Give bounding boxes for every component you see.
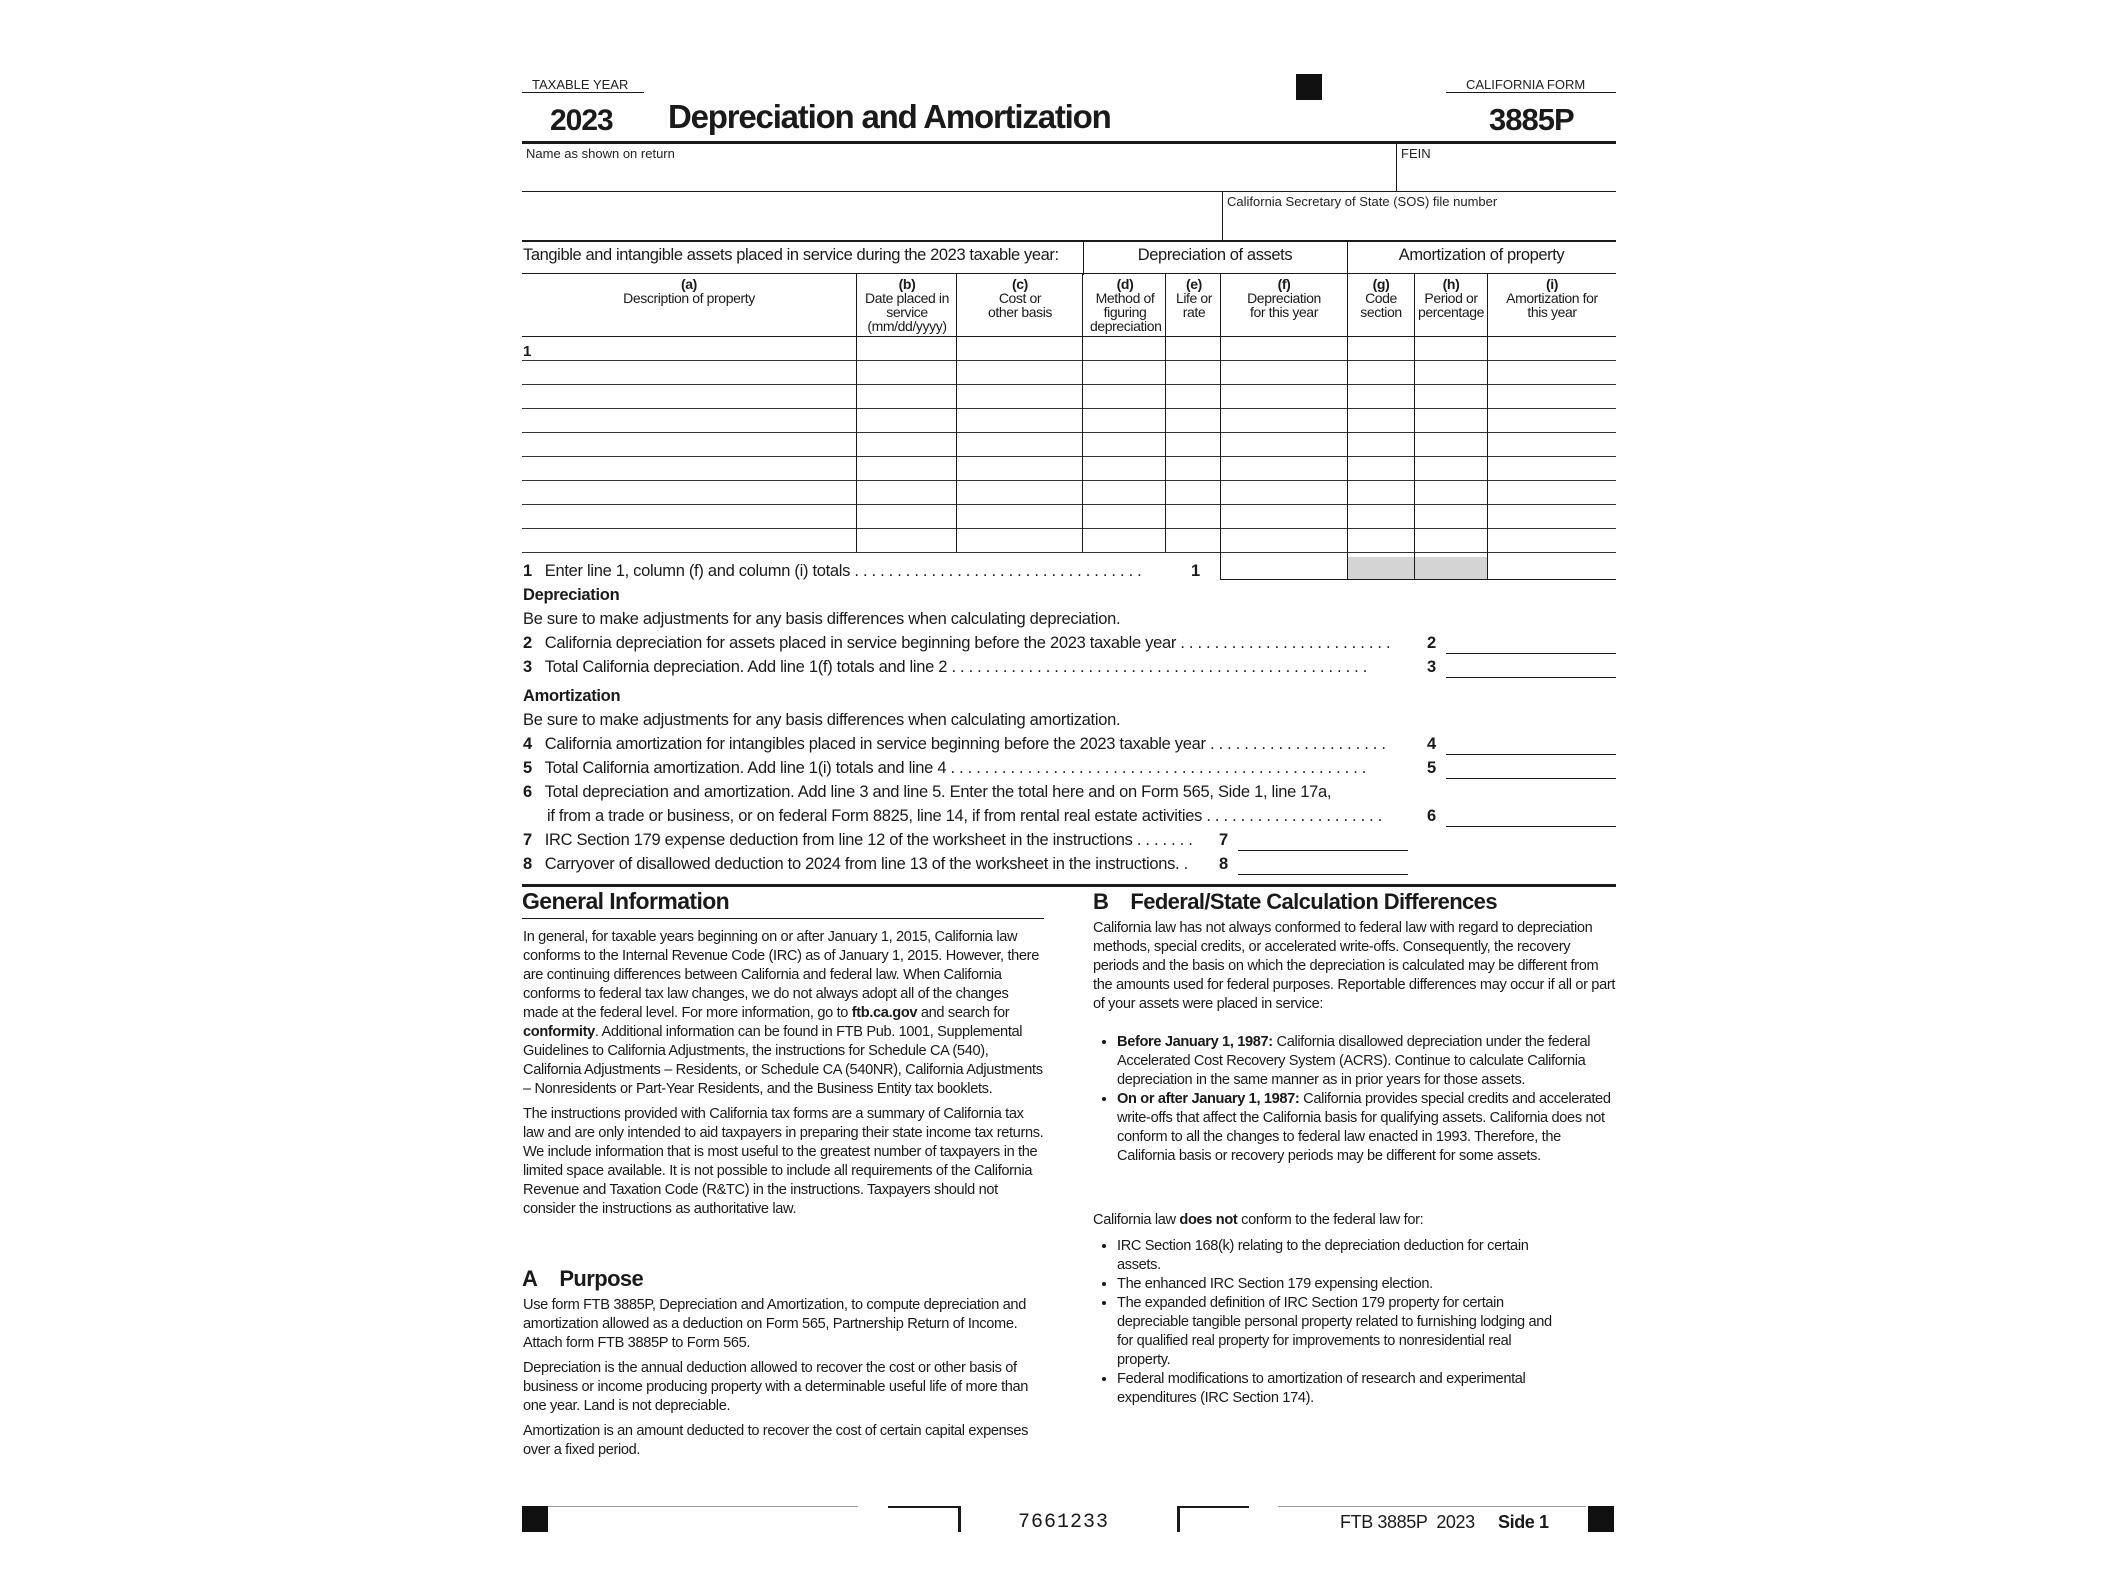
table-cell[interactable] xyxy=(1223,411,1344,430)
table-cell[interactable] xyxy=(959,435,1079,454)
table-cell[interactable] xyxy=(959,387,1079,406)
line-1-shaded-cell xyxy=(1348,557,1487,579)
depreciation-heading: Depreciation xyxy=(523,586,620,604)
table-cell[interactable] xyxy=(1223,531,1344,550)
table-cell[interactable] xyxy=(539,459,853,478)
tax-year: 2023 xyxy=(550,104,613,137)
table-cell[interactable] xyxy=(1350,459,1411,478)
line-2-box-label: 2 xyxy=(1427,634,1436,652)
list-item: • On or after January 1, 1987: California provides special credits and accelerated write-offs that affect the California basis for qualifying assets. California does not conform to all the changes to federal law enacted in 1993. Therefore, the California basis or recovery periods may be different for some assets. xyxy=(1117,1090,1617,1166)
table-cell[interactable] xyxy=(1490,363,1613,382)
table-cell[interactable] xyxy=(1350,411,1411,430)
table-cell[interactable] xyxy=(1417,459,1484,478)
table-cell[interactable] xyxy=(1085,531,1162,550)
section-b-heading: B Federal/State Calculation Differences xyxy=(1093,889,1497,914)
table-cell[interactable] xyxy=(1490,411,1613,430)
line-6-amount[interactable] xyxy=(1448,805,1614,825)
sos-label: California Secretary of State (SOS) file number xyxy=(1227,194,1498,209)
table-cell[interactable] xyxy=(1490,339,1613,358)
line-8-box-label: 8 xyxy=(1219,855,1228,873)
table-cell[interactable] xyxy=(1490,387,1613,406)
line-4-amount[interactable] xyxy=(1448,733,1614,753)
table-cell[interactable] xyxy=(959,363,1079,382)
table-cell[interactable] xyxy=(1350,507,1411,526)
table-cell[interactable] xyxy=(1085,363,1162,382)
table-cell[interactable] xyxy=(1168,435,1217,454)
line-6-continued: if from a trade or business, or on federal Form 8825, line 14, if from rental real estate activities . . . . . . . . . . . . . . . . . . . . . xyxy=(547,807,1383,825)
name-label: Name as shown on return xyxy=(526,146,675,161)
form-number: 3885P xyxy=(1489,102,1574,137)
general-info-text: In general, for taxable years beginning on or after January 1, 2015, California law conforms to the Internal Revenue Code (IRC) as of January 1, 2015. However, there are continuing differences between California and federal law. When California conforms to federal tax law changes, we do not always adopt all of the changes made at the federal level. For more information, go to ftb.ca.gov and search for conformity. Additional information can be found in FTB Pub. 1001, Supplemental Guidelines to California Adjustments, the instructions for Schedule CA (540), California Adjustments – Residents, or Schedule CA (540NR), California Adjustments – Nonresidents or Part-Year Residents, and the Business Entity tax booklets. The instructions provided with California tax forms are a summary of California tax law and are only intended to aid taxpayers in preparing their state income tax returns. We include information that is most useful to the greatest number of taxpayers in the limited space available. It is not possible to include all requirements of the California Revenue and Taxation Code (R&TC) in the instructions. Taxpayers should not consider the instructions as authoritative law. xyxy=(523,929,1044,1217)
table-cell[interactable] xyxy=(1168,531,1217,550)
table-cell[interactable] xyxy=(1417,435,1484,454)
general-information-heading: General Information xyxy=(522,888,730,914)
list-item: • The expanded definition of IRC Section 179 property for certain depreciable tangible personal property related to furnishing lodging and for qualified real property for improvements to nonresidential real property. xyxy=(1117,1294,1563,1370)
fein-field[interactable] xyxy=(1401,162,1611,188)
table-cell[interactable] xyxy=(539,435,853,454)
group-depreciation: Depreciation of assets xyxy=(1137,246,1293,264)
table-cell[interactable] xyxy=(1490,507,1613,526)
table-cell[interactable] xyxy=(1223,507,1344,526)
fein-label: FEIN xyxy=(1401,146,1431,161)
table-cell[interactable] xyxy=(1350,387,1411,406)
table-cell[interactable] xyxy=(539,387,853,406)
table-cell[interactable] xyxy=(539,363,853,382)
table-cell[interactable] xyxy=(1168,507,1217,526)
list-item: • Before January 1, 1987: California disallowed depreciation under the federal Accelerated Cost Recovery System (ACRS). Continue to calculate California depreciation in the same manner as in prior years for those assets. xyxy=(1117,1033,1617,1090)
list-item: • IRC Section 168(k) relating to the depreciation deduction for certain assets. xyxy=(1117,1237,1563,1275)
table-cell[interactable] xyxy=(859,483,953,502)
table-cell[interactable] xyxy=(1417,507,1484,526)
line-8-amount[interactable] xyxy=(1240,853,1406,873)
table-cell[interactable] xyxy=(1085,507,1162,526)
line-1: 1 Enter line 1, column (f) and column (i) totals . . . . . . . . . . . . . . . . . . . . . . . . . . . . . . . . . . xyxy=(523,562,1142,580)
section-b-dates-list xyxy=(1093,1033,1617,1166)
barcode-number: 7661233 xyxy=(1018,1511,1110,1534)
depreciation-note: Be sure to make adjustments for any basis differences when calculating depreciation. xyxy=(523,610,1121,628)
table-cell[interactable] xyxy=(1223,435,1344,454)
table-cell[interactable] xyxy=(959,459,1079,478)
table-cell[interactable] xyxy=(1490,531,1613,550)
table-cell[interactable] xyxy=(859,339,953,358)
table-cell[interactable] xyxy=(1085,411,1162,430)
table-intro: Tangible and intangible assets placed in service during the 2023 taxable year: xyxy=(523,246,1059,264)
table-cell[interactable] xyxy=(959,531,1079,550)
col-i-header: (i) Amortization for this year xyxy=(1506,276,1598,320)
table-cell[interactable] xyxy=(1350,435,1411,454)
section-a-heading: A Purpose xyxy=(522,1266,644,1291)
form-title: Depreciation and Amortization xyxy=(668,98,1111,135)
table-cell[interactable] xyxy=(539,483,853,502)
table-cell[interactable] xyxy=(959,339,1079,358)
table-cell[interactable] xyxy=(1085,387,1162,406)
table-cell[interactable] xyxy=(1223,363,1344,382)
line-5: 5 Total California amortization. Add line 1(i) totals and line 4 . . . . . . . . . . . . . . . . . . . . . . . . . . . . . . . . . . . . . . . . . . . . . . . . . xyxy=(523,759,1367,777)
line-1-box-label: 1 xyxy=(1191,562,1200,580)
table-cell[interactable] xyxy=(1350,483,1411,502)
col-e-header: (e) Life or rate xyxy=(1175,276,1213,320)
table-cell[interactable] xyxy=(859,459,953,478)
table-cell[interactable] xyxy=(1417,339,1484,358)
section-b-nonconformity: California law does not conform to the federal law for: xyxy=(1093,1212,1424,1228)
line-4-box-label: 4 xyxy=(1427,735,1436,753)
table-cell[interactable] xyxy=(859,387,953,406)
table-cell[interactable] xyxy=(1168,363,1217,382)
table-cell[interactable] xyxy=(1168,411,1217,430)
taxable-year-label: TAXABLE YEAR xyxy=(532,77,629,92)
footer-side-label: Side 1 xyxy=(1498,1512,1549,1532)
amortization-heading: Amortization xyxy=(523,687,621,705)
group-amortization: Amortization of property xyxy=(1398,246,1565,264)
table-cell[interactable] xyxy=(1417,387,1484,406)
table-cell[interactable] xyxy=(1168,339,1217,358)
table-cell[interactable] xyxy=(1085,459,1162,478)
line-6-box-label: 6 xyxy=(1427,807,1436,825)
table-cell[interactable] xyxy=(1223,339,1344,358)
line-2-amount[interactable] xyxy=(1448,632,1614,652)
line-7-amount[interactable] xyxy=(1240,829,1406,849)
line-7: 7 IRC Section 179 expense deduction from line 12 of the worksheet in the instructions . . . . . . . xyxy=(523,831,1193,849)
table-cell[interactable] xyxy=(1417,411,1484,430)
table-cell[interactable] xyxy=(1490,435,1613,454)
registration-mark-bottom-left xyxy=(522,1506,548,1532)
line-2: 2 California depreciation for assets placed in service beginning before the 2023 taxable year . . . . . . . . . . . . . . . . . . . . . . . . . xyxy=(523,634,1391,652)
list-item: • The enhanced IRC Section 179 expensing election. xyxy=(1117,1275,1563,1294)
table-cell[interactable] xyxy=(1490,459,1613,478)
table-cell[interactable] xyxy=(859,531,953,550)
table-cell[interactable] xyxy=(1168,459,1217,478)
table-cell[interactable] xyxy=(1168,387,1217,406)
list-item: • Federal modifications to amortization of research and experimental expenditures (IRC Section 174). xyxy=(1117,1370,1563,1408)
section-a-text: Use form FTB 3885P, Depreciation and Amortization, to compute depreciation and amortization allowed as a deduction on Form 565, Partnership Return of Income. Attach form FTB 3885P to Form 565. Depreciation is the annual deduction allowed to recover the cost or other basis of business or income producing property with a determinable useful life of more than one year. Land is not depreciable. Amortization is an amount deducted to recover the cost of certain capital expenses over a fixed period. xyxy=(523,1297,1029,1458)
sos-field[interactable] xyxy=(1227,212,1612,236)
table-cell[interactable] xyxy=(859,507,953,526)
table-cell[interactable] xyxy=(1085,435,1162,454)
line-4: 4 California amortization for intangibles placed in service beginning before the 2023 taxable year . . . . . . . . . . . . . . . . . . . . . xyxy=(523,735,1386,753)
table-cell[interactable] xyxy=(539,531,853,550)
table-cell[interactable] xyxy=(1417,483,1484,502)
table-cell[interactable] xyxy=(1490,483,1613,502)
table-cell[interactable] xyxy=(859,363,953,382)
table-cell[interactable] xyxy=(1085,483,1162,502)
table-cell[interactable] xyxy=(1350,531,1411,550)
line-1-amortization-total[interactable] xyxy=(1490,558,1614,578)
table-cell[interactable] xyxy=(959,483,1079,502)
line-3-box-label: 3 xyxy=(1427,658,1436,676)
line-3-amount[interactable] xyxy=(1448,656,1614,676)
line-8: 8 Carryover of disallowed deduction to 2024 from line 13 of the worksheet in the instructions. . xyxy=(523,855,1188,873)
footer-form-label: FTB 3885P 2023 xyxy=(1340,1512,1475,1532)
table-cell[interactable] xyxy=(1168,483,1217,502)
table-cell[interactable] xyxy=(1417,531,1484,550)
name-field[interactable] xyxy=(526,162,1386,188)
table-cell[interactable] xyxy=(959,507,1079,526)
section-b-intro: California law has not always conformed to federal law with regard to depreciation methods, special credits, or accelerated write-offs. Consequently, the recovery periods and the basis on which the depreciation is calculated may be different from the amounts used for federal purposes. Reportable differences may occur if all or part of your assets were placed in service: xyxy=(1093,920,1616,1012)
amortization-note: Be sure to make adjustments for any basis differences when calculating amortization. xyxy=(523,711,1121,729)
table-cell[interactable] xyxy=(1417,363,1484,382)
table-row-label: 1 xyxy=(523,343,532,360)
line-7-box-label: 7 xyxy=(1219,831,1228,849)
col-h-header: (h) Period or percentage xyxy=(1417,276,1485,320)
line-6: 6 Total depreciation and amortization. Add line 3 and line 5. Enter the total here and on Form 565, Side 1, line 17a, xyxy=(523,783,1332,801)
col-a-header: (a) Description of property xyxy=(623,276,755,306)
registration-mark-bottom-right xyxy=(1588,1506,1614,1532)
col-c-header: (c) Cost or other basis xyxy=(987,276,1053,320)
col-g-header: (g) Code section xyxy=(1360,276,1402,320)
table-cell[interactable] xyxy=(1350,363,1411,382)
table-cell[interactable] xyxy=(1223,387,1344,406)
line-5-box-label: 5 xyxy=(1427,759,1436,777)
table-cell[interactable] xyxy=(1223,483,1344,502)
table-cell[interactable] xyxy=(1350,339,1411,358)
registration-mark-top xyxy=(1296,74,1322,100)
section-b-nonconformity-list xyxy=(1093,1237,1563,1408)
table-cell[interactable] xyxy=(859,435,953,454)
col-f-header: (f) Depreciation for this year xyxy=(1247,276,1321,320)
line-1-depreciation-total[interactable] xyxy=(1225,558,1345,578)
line-3: 3 Total California depreciation. Add line 1(f) totals and line 2 . . . . . . . . . . . . . . . . . . . . . . . . . . . . . . . . . . . . . . . . . . . . . . . . . xyxy=(523,658,1368,676)
table-cell[interactable] xyxy=(539,411,853,430)
table-cell[interactable] xyxy=(859,411,953,430)
col-b-header: (b) Date placed in service (mm/dd/yyyy) xyxy=(865,276,949,334)
table-cell[interactable] xyxy=(1223,459,1344,478)
table-cell[interactable] xyxy=(1085,339,1162,358)
california-form-label: CALIFORNIA FORM xyxy=(1466,77,1586,92)
line-5-amount[interactable] xyxy=(1448,757,1614,777)
table-cell[interactable] xyxy=(539,507,853,526)
col-d-header: (d) Method of figuring depreciation xyxy=(1090,276,1162,334)
table-cell[interactable] xyxy=(539,339,853,358)
table-cell[interactable] xyxy=(959,411,1079,430)
